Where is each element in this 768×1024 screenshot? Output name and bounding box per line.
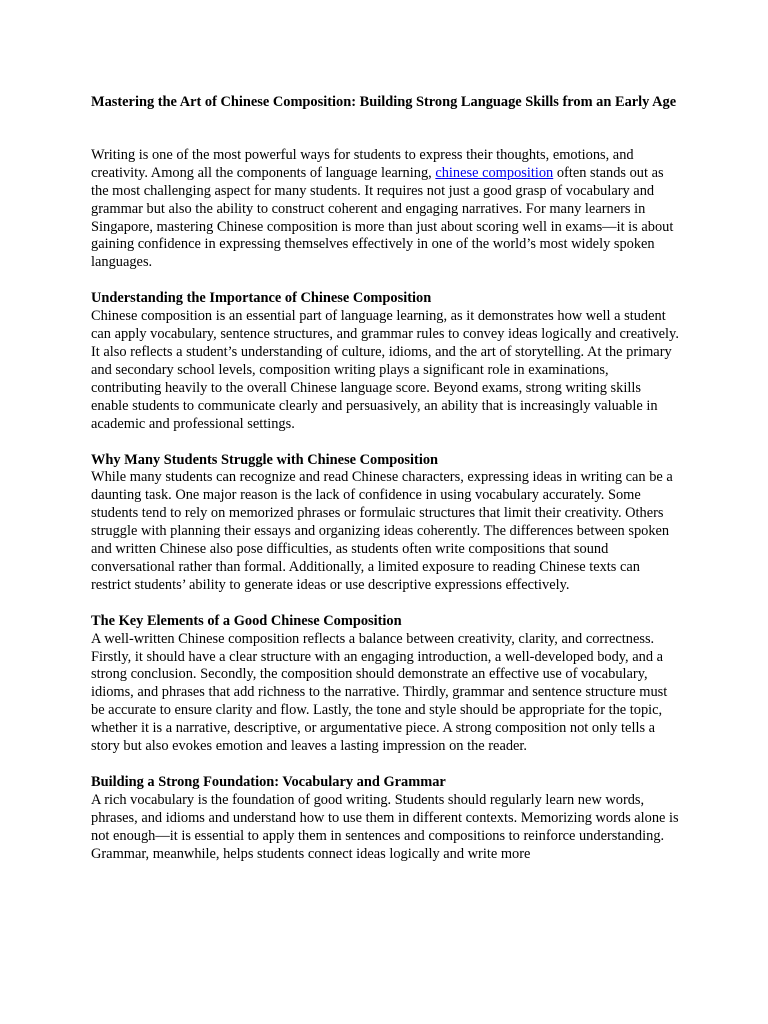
intro-paragraph <box>91 147 681 272</box>
section-body: While many students can recognize and read Chinese characters, expressing ideas in writing can be a daunting task. One major reason is the lack of confidence in using vocabulary accurately. Some students tend to rely on memorized phrases or formulaic structures that limit their creativity. Others struggle with planning their essays and organizing ideas coherently. The differences between spoken and written Chinese also pose difficulties, as students often write compositions that sound conversational rather than formal. Additionally, a limited exposure to reading Chinese texts can restrict students’ ability to generate ideas or use descriptive expressions effectively. <box>91 469 673 593</box>
section-heading: The Key Elements of a Good Chinese Composition <box>91 612 402 629</box>
intro-text-after: often stands out as the most challenging aspect for many students. It requires not just a good grasp of vocabulary and grammar but also the ability to construct coherent and engaging narratives. For many learners in Singapore, mastering Chinese composition is more than just about scoring well in exams—it is about gaining confidence in expressing themselves effectively in one of the world’s most widely spoken languages. <box>91 164 674 271</box>
section-body: Chinese composition is an essential part of language learning, as it demonstrates how well a student can apply vocabulary, sentence structures, and grammar rules to convey ideas logically and creatively. It also reflects a student’s understanding of culture, idioms, and the art of storytelling. At the primary and secondary school levels, composition writing plays a significant role in examinations, contributing heavily to the overall Chinese language score. Beyond exams, strong writing skills enable students to communicate clearly and persuasively, an ability that is increasingly valuable in academic and professional settings. <box>91 308 679 432</box>
section-heading: Why Many Students Struggle with Chinese Composition <box>91 451 439 468</box>
intro-text-before: Writing is one of the most powerful ways for students to express their thoughts, emotions, and creativity. Among all the components of language learning, <box>91 146 634 181</box>
section-heading: Understanding the Importance of Chinese Composition <box>91 290 432 307</box>
document-title: Mastering the Art of Chinese Composition: Building Strong Language Skills from an Early Age <box>91 94 677 110</box>
chinese-composition-link[interactable]: chinese composition <box>435 164 554 181</box>
section-foundation <box>91 774 681 864</box>
section-body: A rich vocabulary is the foundation of good writing. Students should regularly learn new words, phrases, and idioms and understand how to use them in different contexts. Memorizing words alone is not enough—it is essential to apply them in sentences and compositions to reinforce understanding. Grammar, meanwhile, helps students connect ideas logically and write more <box>91 791 679 862</box>
section-importance <box>91 290 681 433</box>
document-content <box>91 94 681 882</box>
section-key-elements <box>91 613 681 756</box>
section-body: A well-written Chinese composition reflects a balance between creativity, clarity, and correctness. Firstly, it should have a clear structure with an engaging introduction, a well-developed body, and a strong conclusion. Secondly, the composition should demonstrate an effective use of vocabulary, idioms, and phrases that add richness to the narrative. Thirdly, grammar and sentence structure must be accurate to ensure clarity and flow. Lastly, the tone and style should be appropriate for the topic, whether it is a narrative, descriptive, or argumentative piece. A strong composition not only tells a story but also evokes emotion and leaves a lasting impression on the reader. <box>91 630 668 755</box>
section-heading: Building a Strong Foundation: Vocabulary and Grammar <box>91 774 446 790</box>
section-struggle <box>91 452 681 595</box>
